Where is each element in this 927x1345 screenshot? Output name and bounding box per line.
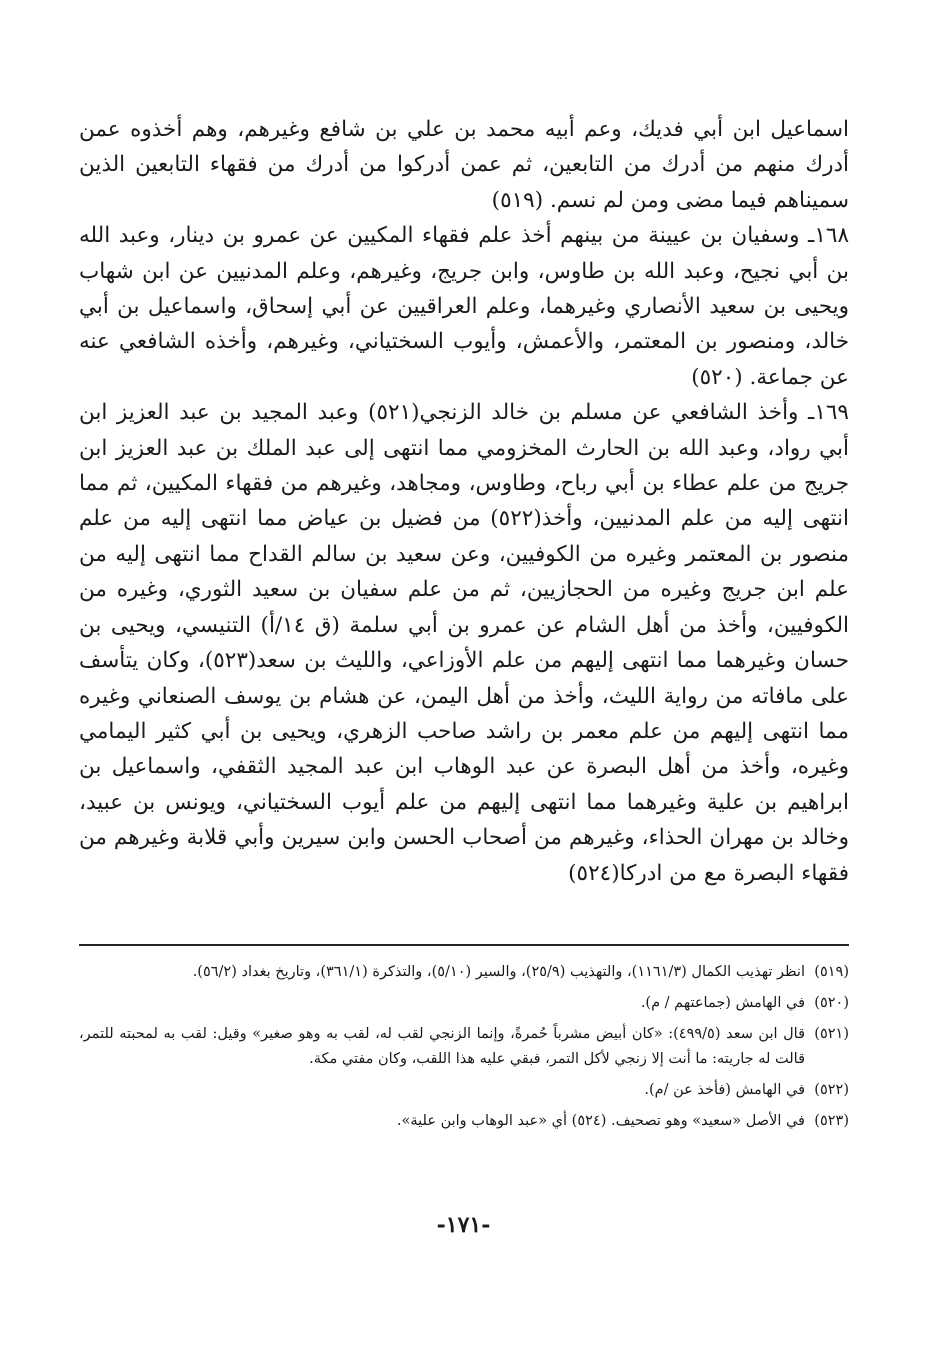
footnote-number: (٥٢٠) [814, 995, 849, 1011]
footnote-text: في الهامش (جماعتهم / م). [640, 995, 805, 1011]
footnote-521 [79, 1022, 849, 1072]
footnote-text: قال ابن سعد (٤٩٩/٥): «كان أبيض مشرباً حُمرةً، وإنما الزنجي لقب له، لقب به وهو صغير» وقيل: لقب به لمحبته للتمر، قالت له جاريته: ما أنت إلا زنجي لأكل التمر، فبقي عليه هذا اللقب، وكان مفتي مكة. [79, 1026, 805, 1067]
footnote-522 [79, 1078, 849, 1103]
paragraph-168: ١٦٨ـ وسفيان بن عيينة من بينهم أخذ علم فقهاء المكيين عن عمرو بن دينار، وعبد الله بن أبي نجيح، وعبد الله بن طاوس، وابن جريج، وغيرهم، وعلم المدنيين عن ابن شهاب ويحيى بن سعيد الأنصاري وغيرهما، وعلم العراقيين عن أبي إسحاق، واسماعيل بن أبي خالد، ومنصور بن المعتمر، والأعمش، وأيوب السختياني، وغيرهم، وأخذه الشافعي عنه عن جماعة. (٥٢٠) [79, 223, 850, 390]
footnotes-block [79, 960, 849, 1140]
footnote-number: (٥١٩) [814, 964, 849, 980]
footnote-519 [79, 960, 849, 985]
footnote-number: (٥٢٢) [814, 1082, 849, 1098]
paragraph-intro: اسماعيل ابن أبي فديك، وعم أبيه محمد بن علي بن شافع وغيرهم، وهم أخذوه عمن أدرك منهم من أدرك من التابعين، ثم عمن أدركوا من أدرك من فقهاء التابعين الذين سميناهم فيما مضى ومن لم نسم. (٥١٩) [79, 117, 849, 213]
paragraph-169: ١٦٩ـ وأخذ الشافعي عن مسلم بن خالد الزنجي(٥٢١) وعبد المجيد بن عبد العزيز ابن أبي رواد، وعبد الله بن الحارث المخزومي مما انتهى إلى عبد الملك بن عبد العزيز ابن جريج من علم عطاء بن أبي رباح، وطاوس، ومجاهد، وغيرهم من فقهاء المكيين، ثم مما انتهى إليه من علم المدنيين، وأخذ(٥٢٢) من فضيل بن عياض مما انتهى إليه من علم منصور بن المعتمر وغيره من الكوفيين، وعن سعيد بن سالم القداح مما انتهى إليه من علم ابن جريج وغيره من الحجازيين، ثم من علم سفيان بن سعيد الثوري، وغيره من الكوفيين، وأخذ من أهل الشام عن عمرو بن أبي سلمة (ق ١٤/أ) التنيسي، ويحيى بن حسان وغيرهما مما انتهى إليهم من علم الأوزاعي، والليث بن سعد(٥٢٣)، وكان يتأسف على مافاته من رواية الليث، وأخذ من أهل اليمن، عن هشام بن يوسف الصنعاني وغيره مما انتهى إليهم من علم معمر بن راشد صاحب الزهري، ويحيى بن أبي كثير اليمامي وغيره، وأخذ من أهل البصرة عن عبد الوهاب ابن عبد المجيد الثقفي، واسماعيل بن ابراهيم بن علية وغيرهما مما انتهى إليهم من علم أيوب السختياني، ويونس بن عبيد، وخالد بن مهران الحذاء، وغيرهم من أصحاب الحسن وابن سيرين وأبي قلابة وغيرهم من فقهاء البصرة مع من ادركا(٥٢٤) [79, 400, 849, 886]
footnote-text: انظر تهذيب الكمال (١١٦١/٣)، والتهذيب (٢٥/٩)، والسير (٥/١٠)، والتذكرة (٣٦١/١)، وتاريخ بغداد (٥٦/٢). [192, 964, 805, 980]
footnote-separator [79, 944, 849, 946]
main-text-block [79, 112, 849, 891]
footnote-number: (٥٢١) [814, 1026, 849, 1042]
page-number: -١٧١- [436, 1212, 491, 1238]
footnote-number: (٥٢٣) [814, 1113, 849, 1129]
footnote-523 [79, 1109, 849, 1134]
footnote-520 [79, 991, 849, 1016]
footnote-text: في الأصل «سعيد» وهو تصحيف. (٥٢٤) أي «عبد الوهاب وابن علية». [396, 1113, 805, 1129]
footnote-text: في الهامش (فأخذ عن /م). [644, 1082, 805, 1098]
